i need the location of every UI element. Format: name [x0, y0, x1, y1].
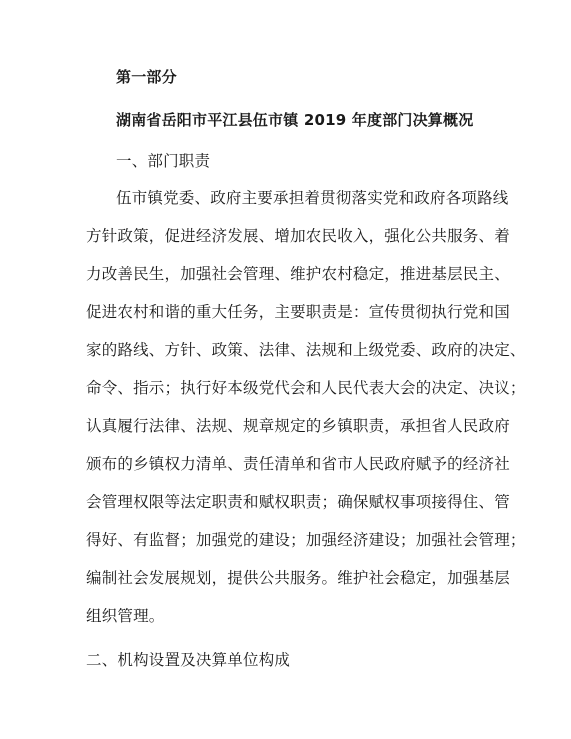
section-heading-structure: 二、机构设置及决算单位构成: [86, 651, 291, 669]
document-title: 湖南省岳阳市平江县伍市镇 2019 年度部门决算概况: [116, 111, 474, 129]
part-heading: 第一部分: [116, 68, 177, 86]
paragraph-line: 编制社会发展规划，提供公共服务。维护社会稳定，加强基层: [86, 569, 510, 587]
paragraph-line: 促进农村和谐的重大任务，主要职责是：宣传贯彻执行党和国: [86, 303, 510, 321]
paragraph-line: 得好、有监督；加强党的建设；加强经济建设；加强社会管理；: [86, 531, 526, 549]
paragraph-line: 伍市镇党委、政府主要承担着贯彻落实党和政府各项路线: [116, 189, 509, 207]
paragraph-line: 颁布的乡镇权力清单、责任清单和省市人民政府赋予的经济社: [86, 455, 510, 473]
paragraph-line: 家的路线、方针、政策、法律、法规和上级党委、政府的决定、: [86, 341, 526, 359]
paragraph-line: 方针政策，促进经济发展、增加农民收入，强化公共服务、着: [86, 227, 510, 245]
paragraph-line: 力改善民生，加强社会管理、维护农村稳定，推进基层民主、: [86, 265, 510, 283]
paragraph-line: 认真履行法律、法规、规章规定的乡镇职责，承担省人民政府: [86, 417, 510, 435]
paragraph-line: 会管理权限等法定职责和赋权职责；确保赋权事项接得住、管: [86, 493, 510, 511]
section-heading-duties: 一、部门职责: [116, 152, 211, 170]
paragraph-line: 组织管理。: [86, 607, 165, 625]
paragraph-line: 命令、指示；执行好本级党代会和人民代表大会的决定、决议；: [86, 379, 526, 397]
